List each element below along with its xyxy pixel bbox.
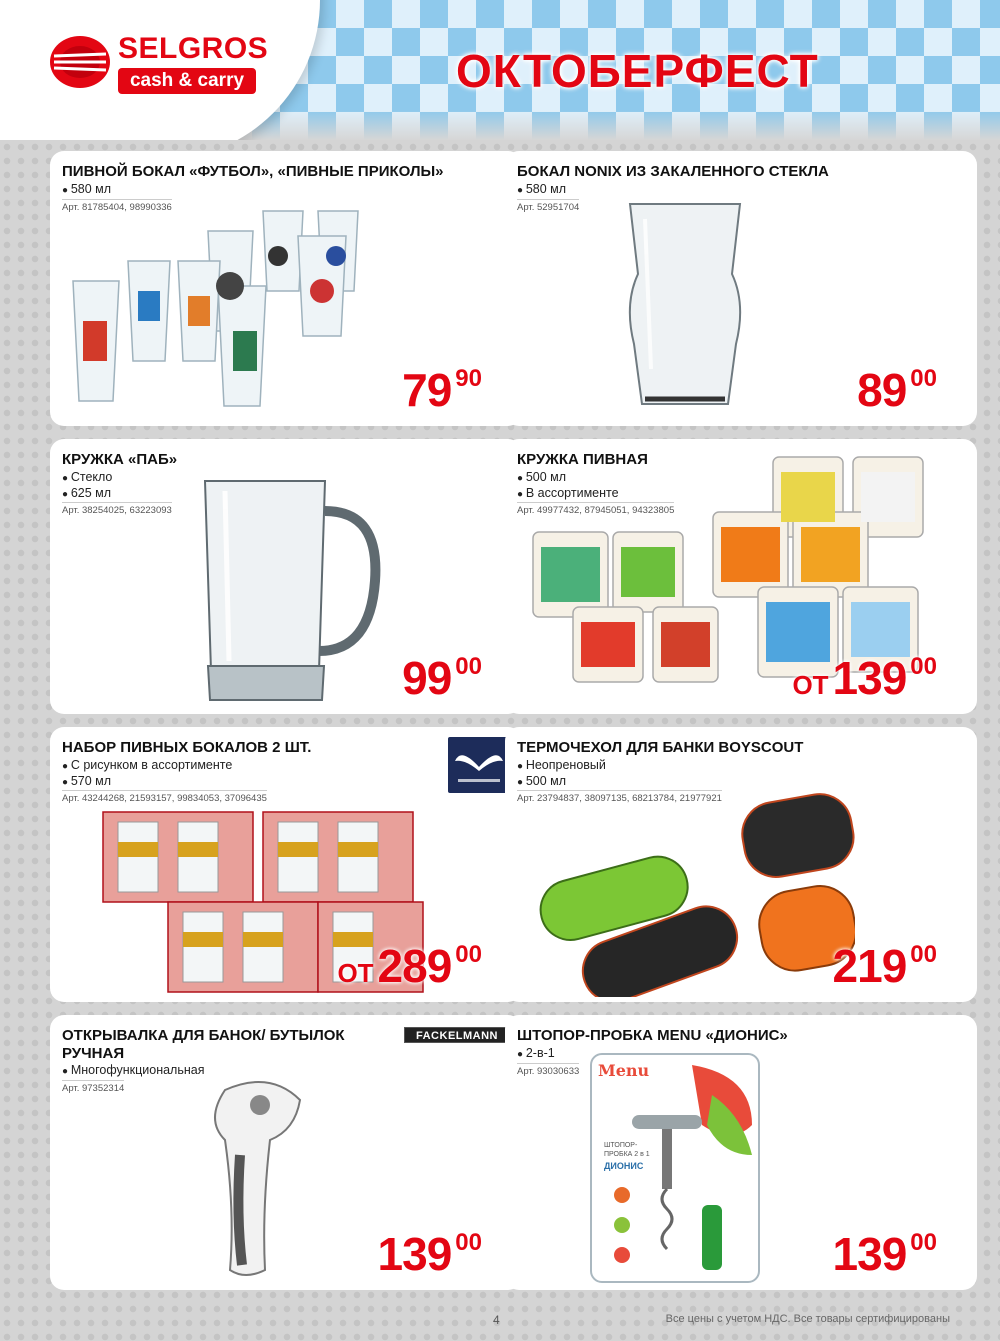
product-title: КРУЖКА «ПАБ» — [62, 451, 178, 468]
feature-item: ● 500 мл — [517, 470, 619, 486]
price-tag — [792, 651, 937, 705]
feature-item: ● 570 мл — [62, 774, 232, 790]
product-title: ШТОПОР-ПРОБКА MENU «ДИОНИС» — [517, 1027, 788, 1044]
product-article: Арт. 52951704 — [517, 199, 579, 213]
decorated-pint-glasses-image — [68, 201, 368, 416]
pack-name: ДИОНИС — [604, 1161, 644, 1171]
product-title: ОТКРЫВАЛКА ДЛЯ БАНОК/ БУТЫЛОК РУЧНАЯ — [62, 1027, 345, 1062]
product-features — [62, 470, 112, 502]
price-kop: 00 — [455, 653, 482, 680]
glass-mug-image — [190, 471, 390, 711]
feature-item: ● 625 мл — [62, 486, 112, 502]
price-tag — [833, 939, 937, 993]
wing-emblem-icon — [448, 737, 510, 793]
price-main: 139 — [832, 652, 907, 704]
product-card[interactable] — [505, 439, 977, 714]
product-card[interactable] — [505, 1015, 977, 1290]
product-features — [62, 758, 232, 790]
footer-note: Все цены с учетом НДС. Все товары сертифицированы — [665, 1313, 950, 1325]
price-kop: 00 — [910, 653, 937, 680]
feature-item: ● 500 мл — [517, 774, 606, 790]
feature-item: ● 580 мл — [517, 182, 566, 198]
price-tag — [337, 939, 482, 993]
can-coolers-image — [515, 767, 855, 997]
logo-subtitle: cash & carry — [118, 68, 256, 94]
product-title: ТЕРМОЧЕХОЛ ДЛЯ БАНКИ BOYSCOUT — [517, 739, 804, 756]
product-card[interactable] — [50, 1015, 522, 1290]
price-main: 99 — [402, 652, 452, 704]
product-features — [62, 1063, 204, 1079]
price-tag — [378, 1227, 482, 1281]
product-article: Арт. 93030633 — [517, 1063, 579, 1077]
price-main: 219 — [832, 940, 907, 992]
price-prefix: ОТ — [337, 958, 374, 988]
feature-item: ● С рисунком в ассортименте — [62, 758, 232, 774]
product-article: Арт. 23794837, 38097135, 68213784, 21977921 — [517, 790, 722, 804]
feature-item: ● Многофункциональная — [62, 1063, 204, 1079]
header — [0, 0, 1000, 140]
product-title: БОКАЛ NONIX ИЗ ЗАКАЛЕННОГО СТЕКЛА — [517, 163, 829, 180]
product-article: Арт. 49977432, 87945051, 94323805 — [517, 502, 674, 516]
feature-item: ● 2-в-1 — [517, 1046, 555, 1062]
blister-pack — [590, 1053, 760, 1283]
price-main: 139 — [832, 1228, 907, 1280]
nonix-glass-image — [615, 199, 755, 414]
price-main: 79 — [402, 364, 452, 416]
feature-item: ● Неопреновый — [517, 758, 606, 774]
price-kop: 00 — [910, 941, 937, 968]
feature-item: ● В ассортименте — [517, 486, 619, 502]
feature-item: ● Стекло — [62, 470, 112, 486]
product-card[interactable] — [505, 151, 977, 426]
price-kop: 00 — [910, 1229, 937, 1256]
product-article: Арт. 81785404, 98990336 — [62, 199, 172, 213]
price-main: 89 — [857, 364, 907, 416]
fackelmann-logo: FACKELMANN — [404, 1027, 510, 1043]
price-tag — [402, 363, 482, 417]
product-title: НАБОР ПИВНЫХ БОКАЛОВ 2 ШТ. — [62, 739, 312, 756]
product-card[interactable] — [50, 439, 522, 714]
product-article: Арт. 97352314 — [62, 1080, 124, 1094]
pack-brand: Menu — [598, 1061, 650, 1080]
price-kop: 90 — [455, 365, 482, 392]
product-title: ПИВНОЙ БОКАЛ «ФУТБОЛ», «ПИВНЫЕ ПРИКОЛЫ» — [62, 163, 444, 180]
price-kop: 00 — [455, 1229, 482, 1256]
glassworks-logo — [448, 737, 510, 793]
page-number: 4 — [493, 1313, 500, 1327]
selgros-logo[interactable] — [48, 32, 269, 94]
price-tag — [857, 363, 937, 417]
logo-name: SELGROS — [118, 32, 269, 65]
product-features — [62, 182, 111, 198]
price-main: 139 — [377, 1228, 452, 1280]
product-title: КРУЖКА ПИВНАЯ — [517, 451, 648, 468]
product-features — [517, 1046, 555, 1062]
product-card[interactable] — [505, 727, 977, 1002]
price-tag — [833, 1227, 937, 1281]
hand-opener-image — [200, 1075, 320, 1285]
feature-item: ● 580 мл — [62, 182, 111, 198]
page-title: ОКТОБЕРФЕСТ — [456, 45, 819, 97]
product-features — [517, 182, 566, 198]
price-tag — [402, 651, 482, 705]
price-kop: 00 — [455, 941, 482, 968]
plate-fork-icon — [48, 34, 112, 90]
pack-text: ШТОПОР-ПРОБКА 2 в 1 — [604, 1142, 650, 1158]
price-main: 289 — [377, 940, 452, 992]
product-article: Арт. 43244268, 21593157, 99834053, 37096435 — [62, 790, 267, 804]
product-card[interactable] — [50, 151, 522, 426]
product-article: Арт. 38254025, 63223093 — [62, 502, 172, 516]
price-prefix: ОТ — [792, 670, 829, 700]
price-kop: 00 — [910, 365, 937, 392]
product-card[interactable] — [50, 727, 522, 1002]
